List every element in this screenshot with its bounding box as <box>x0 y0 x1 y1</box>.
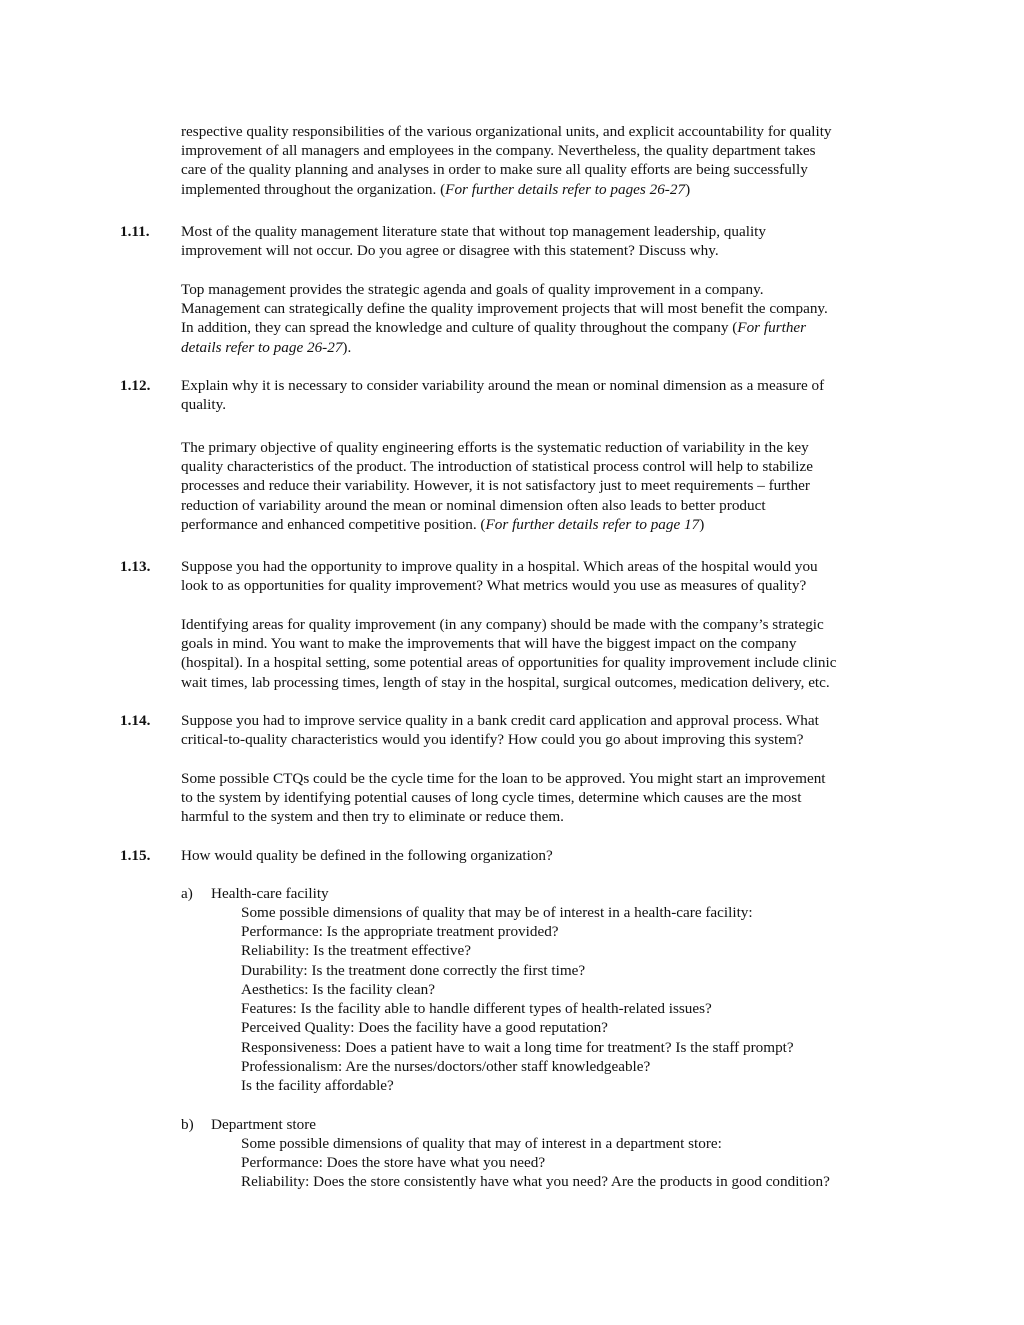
text-line: reduction of variability around the mean or nominal dimension often also leads to better product <box>181 496 766 514</box>
list-item: Perceived Quality: Does the facility have a good reputation? <box>241 1019 608 1036</box>
list-item: Some possible dimensions of quality that may of interest in a department store: <box>241 1135 722 1152</box>
answer-paragraph <box>181 438 911 534</box>
intro-paragraph <box>181 122 911 199</box>
answer-paragraph <box>181 769 911 827</box>
text-line: Suppose you had to improve service quality in a bank credit card application and approval process. What <box>181 712 819 729</box>
list-item: Durability: Is the treatment done correctly the first time? <box>241 962 586 979</box>
answer-paragraph <box>181 280 911 357</box>
text-line: harmful to the system and then try to eliminate or reduce them. <box>181 808 564 826</box>
list-item: Performance: Does the store have what you need? <box>241 1154 546 1171</box>
text-line <box>181 318 911 337</box>
text-line: look to as opportunities for quality improvement? What metrics would you use as measures of quality? <box>181 577 807 595</box>
list-item: Performance: Is the appropriate treatment provided? <box>241 923 559 940</box>
text-line: (hospital). In a hospital setting, some potential areas of opportunities for quality improvement include clinic <box>181 654 837 672</box>
part-title: Health-care facility <box>211 885 329 902</box>
question-text <box>181 711 911 749</box>
text-line: Top management provides the strategic agenda and goals of quality improvement in a company. <box>181 281 764 298</box>
text-line <box>181 515 911 534</box>
text-line <box>181 180 911 199</box>
question-number: 1.15. <box>120 847 151 864</box>
text-line: improvement of all managers and employees in the company. Nevertheless, the quality department takes <box>181 142 816 160</box>
part-title: Department store <box>211 1116 317 1133</box>
text-run: performance and enhanced competitive position. ( <box>181 515 486 533</box>
part-label: b) <box>181 1116 194 1133</box>
list-item: Features: Is the facility able to handle different types of health-related issues? <box>241 1000 712 1017</box>
text-line: critical-to-quality characteristics would you identify? How could you go about improving this system? <box>181 731 804 749</box>
text-line: processes and reduce their variability. However, it is not satisfactory just to meet requirements – further <box>181 477 810 495</box>
list-item: Some possible dimensions of quality that may be of interest in a health-care facility: <box>241 904 753 921</box>
text-line: Management can strategically define the quality improvement projects that will most benefit the company. <box>181 300 828 318</box>
list-item: Aesthetics: Is the facility clean? <box>241 981 435 998</box>
text-line: quality. <box>181 396 226 414</box>
text-run: ). <box>342 338 352 356</box>
text-line: to the system by identifying potential causes of long cycle times, determine which causes are the most <box>181 789 802 807</box>
text-line: Explain why it is necessary to consider variability around the mean or nominal dimension as a measure of <box>181 377 825 394</box>
answer-paragraph <box>181 615 911 692</box>
text-line: care of the quality planning and analyses in order to make sure all quality efforts are being successfully <box>181 161 808 179</box>
text-line: quality characteristics of the product. The introduction of statistical process control will help to stabilize <box>181 458 813 476</box>
text-line: Most of the quality management literature state that without top management leadership, quality <box>181 223 766 240</box>
list-item: Reliability: Does the store consistently have what you need? Are the products in good condition? <box>241 1173 830 1190</box>
part-label: a) <box>181 885 193 902</box>
question-number: 1.13. <box>120 558 151 575</box>
question-number: 1.14. <box>120 712 151 729</box>
question-number: 1.11. <box>120 223 150 240</box>
question-text <box>181 557 911 595</box>
text-line: Suppose you had the opportunity to improve quality in a hospital. Which areas of the hospital would you <box>181 558 818 575</box>
question-text <box>181 376 911 414</box>
text-line: Some possible CTQs could be the cycle time for the loan to be approved. You might start an improvement <box>181 770 826 787</box>
text-line: respective quality responsibilities of the various organizational units, and explicit accountability for quality <box>181 123 832 140</box>
text-run: ) <box>685 180 691 198</box>
list-item: Is the facility affordable? <box>241 1077 394 1094</box>
text-line: How would quality be defined in the following organization? <box>181 847 553 864</box>
question-text <box>181 846 911 865</box>
page-reference: details refer to page 26-27 <box>181 338 343 356</box>
question-text <box>181 222 911 260</box>
page-reference: For further details refer to page 17 <box>485 515 700 533</box>
question-number: 1.12. <box>120 377 151 394</box>
text-line <box>181 338 911 357</box>
page-reference: For further <box>737 319 807 337</box>
page-reference: For further details refer to pages 26-27 <box>445 180 686 198</box>
list-item: Professionalism: Are the nurses/doctors/other staff knowledgeable? <box>241 1058 651 1075</box>
text-line: wait times, lab processing times, length of stay in the hospital, surgical outcomes, medication delivery, etc. <box>181 673 830 691</box>
text-line: The primary objective of quality engineering efforts is the systematic reduction of variability in the key <box>181 439 809 456</box>
list-item: Responsiveness: Does a patient have to wait a long time for treatment? Is the staff prompt? <box>241 1039 794 1056</box>
list-item: Reliability: Is the treatment effective? <box>241 942 471 959</box>
text-line: improvement will not occur. Do you agree or disagree with this statement? Discuss why. <box>181 242 719 260</box>
text-run: In addition, they can spread the knowledge and culture of quality throughout the company ( <box>181 319 738 337</box>
text-line: goals in mind. You want to make the improvements that will have the biggest impact on the company <box>181 635 797 653</box>
text-run: implemented throughout the organization. ( <box>181 180 446 198</box>
text-line: Identifying areas for quality improvement (in any company) should be made with the company’s strategic <box>181 616 824 633</box>
text-run: ) <box>699 515 705 533</box>
